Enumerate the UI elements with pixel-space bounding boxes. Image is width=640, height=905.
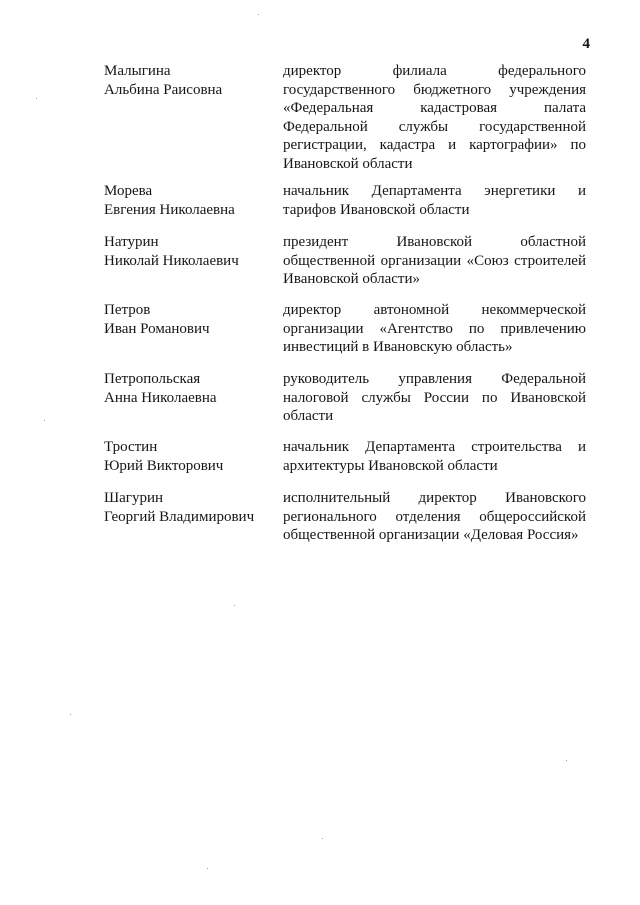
surname: Шагурин [104, 490, 163, 506]
given-names: Юрий Викторович [104, 457, 224, 474]
position-text: президент Ивановской областной общественной организации «Союз строителей Ивановской области» [283, 234, 586, 288]
list-item [104, 370, 586, 426]
position-text: исполнительный директор Ивановского регионального отделения общероссийской общественной организации «Деловая Россия» [283, 490, 586, 544]
list-item [104, 182, 586, 219]
list-item [104, 62, 586, 174]
person-name [104, 370, 283, 426]
list-item [104, 489, 586, 545]
position-text: директор автономной некоммерческой организации «Агентство по привлечению инвестиций в Ивановскую область» [283, 302, 586, 356]
scan-speck [36, 98, 37, 99]
scan-speck [70, 714, 71, 715]
scan-speck [322, 838, 323, 839]
surname: Малыгина [104, 63, 171, 79]
surname: Петров [104, 302, 151, 318]
surname: Петропольская [104, 371, 201, 387]
person-name [104, 489, 283, 545]
given-names: Георгий Владимирович [104, 508, 255, 525]
position-text: руководитель управления Федеральной налоговой службы России по Ивановской области [283, 371, 586, 425]
person-name [104, 233, 283, 289]
surname: Морева [104, 183, 153, 199]
scan-speck [234, 605, 235, 606]
given-names: Николай Николаевич [104, 252, 239, 269]
list-item [104, 301, 586, 357]
scan-speck [207, 868, 208, 869]
person-name [104, 301, 283, 357]
given-names: Евгения Николаевна [104, 201, 235, 218]
scan-speck [44, 420, 45, 421]
surname: Тростин [104, 439, 158, 455]
given-names: Анна Николаевна [104, 389, 217, 406]
person-name [104, 438, 283, 475]
position-text: директор филиала федерального государственного бюджетного учреждения «Федеральная кадастровая палата Федеральной службы государственной регистрации, кадастра и картографии» по Ивановской области [283, 63, 586, 172]
page-number: 4 [582, 36, 590, 52]
scan-speck [566, 760, 567, 761]
list-item [104, 233, 586, 289]
scan-speck [258, 14, 259, 15]
position-text: начальник Департамента энергетики и тарифов Ивановской области [283, 183, 586, 218]
list-item [104, 438, 586, 475]
given-names: Иван Романович [104, 320, 210, 337]
person-name [104, 182, 283, 219]
surname: Натурин [104, 234, 159, 250]
person-name [104, 62, 283, 174]
given-names: Альбина Раисовна [104, 81, 223, 98]
position-text: начальник Департамента строительства и архитектуры Ивановской области [283, 439, 586, 474]
